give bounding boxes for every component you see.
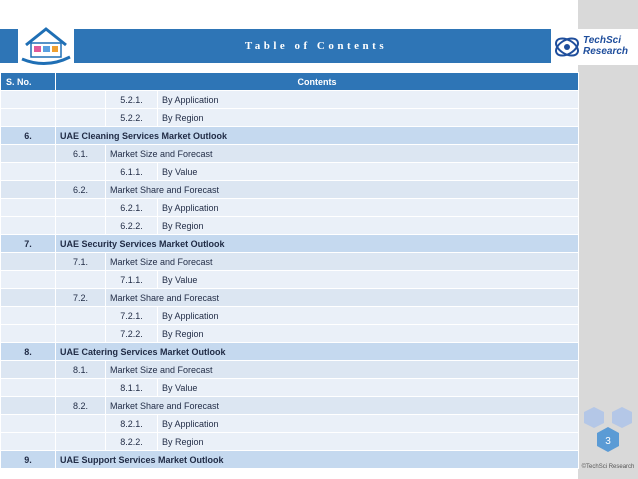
section-number-cell: 6. xyxy=(1,127,56,145)
section-title-cell: UAE Catering Services Market Outlook xyxy=(56,343,579,361)
subsection-number-cell xyxy=(56,271,106,289)
item-title-cell: By Region xyxy=(158,433,579,451)
subsection-row xyxy=(1,433,579,451)
sno-cell xyxy=(1,415,56,433)
item-title-cell: By Value xyxy=(158,271,579,289)
sno-cell xyxy=(1,397,56,415)
section-number-cell: 8. xyxy=(1,343,56,361)
item-number-cell: 5.2.2. xyxy=(106,109,158,127)
subsection-number-cell: 8.1. xyxy=(56,361,106,379)
sno-cell xyxy=(1,271,56,289)
item-title-cell: By Application xyxy=(158,199,579,217)
page-number: 3 xyxy=(605,436,611,447)
subsection-number-cell: 8.2. xyxy=(56,397,106,415)
section-row xyxy=(1,451,579,469)
item-number-cell: 5.2.1. xyxy=(106,91,158,109)
item-number-cell: 6.2.1. xyxy=(106,199,158,217)
copyright-text: ©TechSci Research xyxy=(581,464,635,470)
subsection-row xyxy=(1,415,579,433)
column-header-contents: Contents xyxy=(56,73,579,91)
item-number-cell: 7.1.1. xyxy=(106,271,158,289)
column-header-sno: S. No. xyxy=(1,73,56,91)
subsection-number-cell xyxy=(56,379,106,397)
section-title-cell: UAE Cleaning Services Market Outlook xyxy=(56,127,579,145)
subsection-title-cell: Market Share and Forecast xyxy=(106,289,579,307)
brand-line-2: Research xyxy=(583,46,629,57)
item-number-cell: 6.2.2. xyxy=(106,217,158,235)
subsection-row xyxy=(1,397,579,415)
item-number-cell: 6.1.1. xyxy=(106,163,158,181)
subsection-number-cell: 6.1. xyxy=(56,145,106,163)
subsection-title-cell: Market Share and Forecast xyxy=(106,397,579,415)
subsection-row xyxy=(1,325,579,343)
subsection-number-cell xyxy=(56,415,106,433)
subsection-number-cell xyxy=(56,199,106,217)
section-number-cell: 9. xyxy=(1,451,56,469)
item-title-cell: By Region xyxy=(158,325,579,343)
sno-cell xyxy=(1,253,56,271)
section-row xyxy=(1,343,579,361)
item-title-cell: By Region xyxy=(158,217,579,235)
sno-cell xyxy=(1,289,56,307)
item-title-cell: By Value xyxy=(158,379,579,397)
brand-line-1: TechSci xyxy=(583,35,621,46)
subsection-row xyxy=(1,271,579,289)
techsci-brand-name xyxy=(583,35,638,57)
subsection-number-cell xyxy=(56,325,106,343)
item-number-cell: 8.2.1. xyxy=(106,415,158,433)
subsection-row xyxy=(1,109,579,127)
subsection-number-cell: 7.2. xyxy=(56,289,106,307)
item-title-cell: By Application xyxy=(158,307,579,325)
page-title: Table of Contents xyxy=(244,40,388,52)
table-body xyxy=(1,91,579,469)
subsection-row xyxy=(1,91,579,109)
subsection-title-cell: Market Size and Forecast xyxy=(106,361,579,379)
sno-cell xyxy=(1,145,56,163)
subsection-row xyxy=(1,361,579,379)
subsection-row xyxy=(1,217,579,235)
section-title-cell: UAE Security Services Market Outlook xyxy=(56,235,579,253)
subsection-title-cell: Market Share and Forecast xyxy=(106,181,579,199)
section-number-cell: 7. xyxy=(1,235,56,253)
subsection-title-cell: Market Size and Forecast xyxy=(106,253,579,271)
item-title-cell: By Application xyxy=(158,415,579,433)
sno-cell xyxy=(1,199,56,217)
item-number-cell: 8.1.1. xyxy=(106,379,158,397)
subsection-row xyxy=(1,199,579,217)
sno-cell xyxy=(1,307,56,325)
subsection-number-cell xyxy=(56,217,106,235)
subsection-row xyxy=(1,181,579,199)
table-header-row xyxy=(1,73,579,91)
section-title-cell: UAE Support Services Market Outlook xyxy=(56,451,579,469)
subsection-number-cell: 7.1. xyxy=(56,253,106,271)
item-number-cell: 7.2.1. xyxy=(106,307,158,325)
sno-cell xyxy=(1,181,56,199)
home-services-logo xyxy=(18,23,74,67)
subsection-row xyxy=(1,379,579,397)
subsection-row xyxy=(1,163,579,181)
subsection-title-cell: Market Size and Forecast xyxy=(106,145,579,163)
item-number-cell: 8.2.2. xyxy=(106,433,158,451)
sno-cell xyxy=(1,109,56,127)
sno-cell xyxy=(1,433,56,451)
subsection-row xyxy=(1,253,579,271)
sno-cell xyxy=(1,361,56,379)
subsection-number-cell: 6.2. xyxy=(56,181,106,199)
subsection-row xyxy=(1,145,579,163)
item-title-cell: By Application xyxy=(158,91,579,109)
item-number-cell: 7.2.2. xyxy=(106,325,158,343)
sno-cell xyxy=(1,217,56,235)
subsection-number-cell xyxy=(56,307,106,325)
item-title-cell: By Region xyxy=(158,109,579,127)
sno-cell xyxy=(1,325,56,343)
sno-cell xyxy=(1,163,56,181)
subsection-number-cell xyxy=(56,109,106,127)
subsection-row xyxy=(1,289,579,307)
section-row xyxy=(1,235,579,253)
subsection-number-cell xyxy=(56,433,106,451)
hexagon-decoration xyxy=(580,405,638,463)
sno-cell xyxy=(1,91,56,109)
subsection-number-cell xyxy=(56,91,106,109)
contents-table xyxy=(0,72,579,469)
sno-cell xyxy=(1,379,56,397)
subsection-number-cell xyxy=(56,163,106,181)
subsection-row xyxy=(1,307,579,325)
item-title-cell: By Value xyxy=(158,163,579,181)
section-row xyxy=(1,127,579,145)
